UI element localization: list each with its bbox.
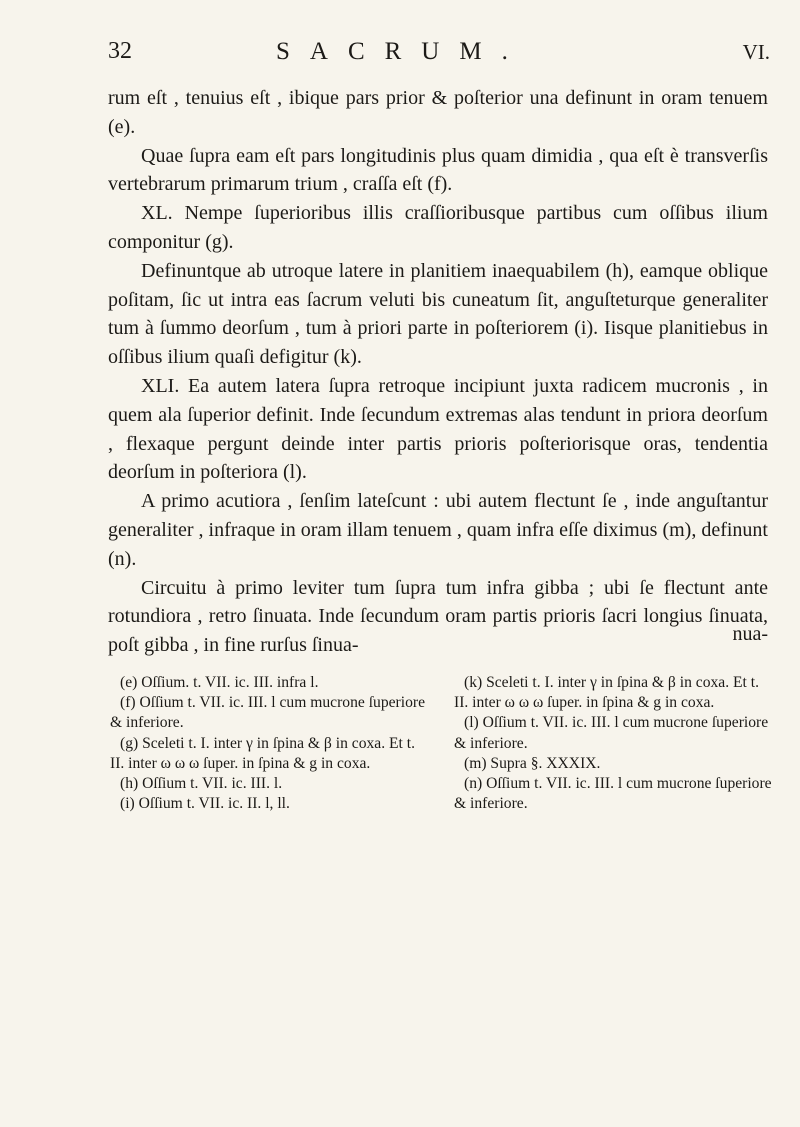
footnote: (i) Oſſium t. VII. ic. II. l, ll. xyxy=(120,795,290,813)
footnote: (e) Oſſium. t. VII. ic. III. infra l. xyxy=(120,674,319,691)
footnote: (l) Oſſium t. VII. ic. III. l cum mucrone ſuperiore & inferiore. xyxy=(454,714,769,752)
footnote: (m) Supra §. XXXIX. xyxy=(464,754,601,772)
page-header xyxy=(108,38,770,72)
paragraph: Circuitu à primo leviter tum ſupra tum infra gibba ; ubi ſe flectunt ante rotundiora , retro ſinuata. Inde ſecundum oram partis prioris ſacri longius ſinuata, poſt gibba , in fine rurſus ſinua- xyxy=(108,576,768,657)
section-mark: VI. xyxy=(742,40,770,64)
catchword: nua- xyxy=(732,623,768,645)
paragraph: XLI. Ea autem latera ſupra retroque incipiunt juxta radicem mucronis , in quem ala ſuperior definit. Inde ſecundum extremas alas tendunt in priora deorſum , flexaque pergunt deinde inter partis prioris poſteriorisque oras, tendentia deorſum in poſteriora (l). xyxy=(108,374,768,484)
paragraph: Definuntque ab utroque latere in planitiem inaequabilem (h), eamque oblique poſitam, ſic ut intra eas ſacrum veluti bis cuneatum ſit, anguſteturque generaliter tum à ſummo deorſum , tum à priori parte in poſteriorem (i). Iisque planitiebus in oſſibus ilium quaſi defigitur (k). xyxy=(108,259,768,369)
paragraph: rum eſt , tenuius eſt , ibique pars prior & poſterior una definunt in oram tenuem (e). xyxy=(108,87,768,138)
main-text xyxy=(108,84,768,660)
paragraph: Quae ſupra eam eſt pars longitudinis plus quam dimidia , qua eſt è transverſis vertebrarum primarum trium , craſſa eſt (f). xyxy=(108,144,768,196)
running-title: SACRUM. xyxy=(276,38,528,65)
paragraph: A primo acutiora , ſenſim lateſcunt : ubi autem flectunt ſe , inde anguſtantur generaliter , infraque in oram illam tenuem , quam infra eſſe diximus (m), definunt (n). xyxy=(108,490,768,570)
footnote: (k) Sceleti t. I. inter γ in ſpina & β in coxa. Et t. II. inter ω ω ω ſuper. in ſpina & g in coxa. xyxy=(454,674,760,712)
footnote: (g) Sceleti t. I. inter γ in ſpina & β in coxa. Et t. II. inter ω ω ω ſuper. in ſpina & g in coxa. xyxy=(110,734,416,772)
footnotes-left-column xyxy=(110,673,428,814)
footnote: (f) Oſſium t. VII. ic. III. l cum mucrone ſuperiore & inferiore. xyxy=(110,694,425,732)
paragraph: XL. Nempe ſuperioribus illis craſſioribusque partibus cum oſſibus ilium componitur (g). xyxy=(108,202,768,253)
footnotes xyxy=(110,673,772,814)
footnote: (n) Oſſium t. VII. ic. III. l cum mucrone ſuperiore & inferiore. xyxy=(454,775,772,813)
page-number: 32 xyxy=(108,38,132,64)
footnote: (h) Oſſium t. VII. ic. III. l. xyxy=(120,775,283,793)
footnotes-right-column xyxy=(454,673,772,814)
